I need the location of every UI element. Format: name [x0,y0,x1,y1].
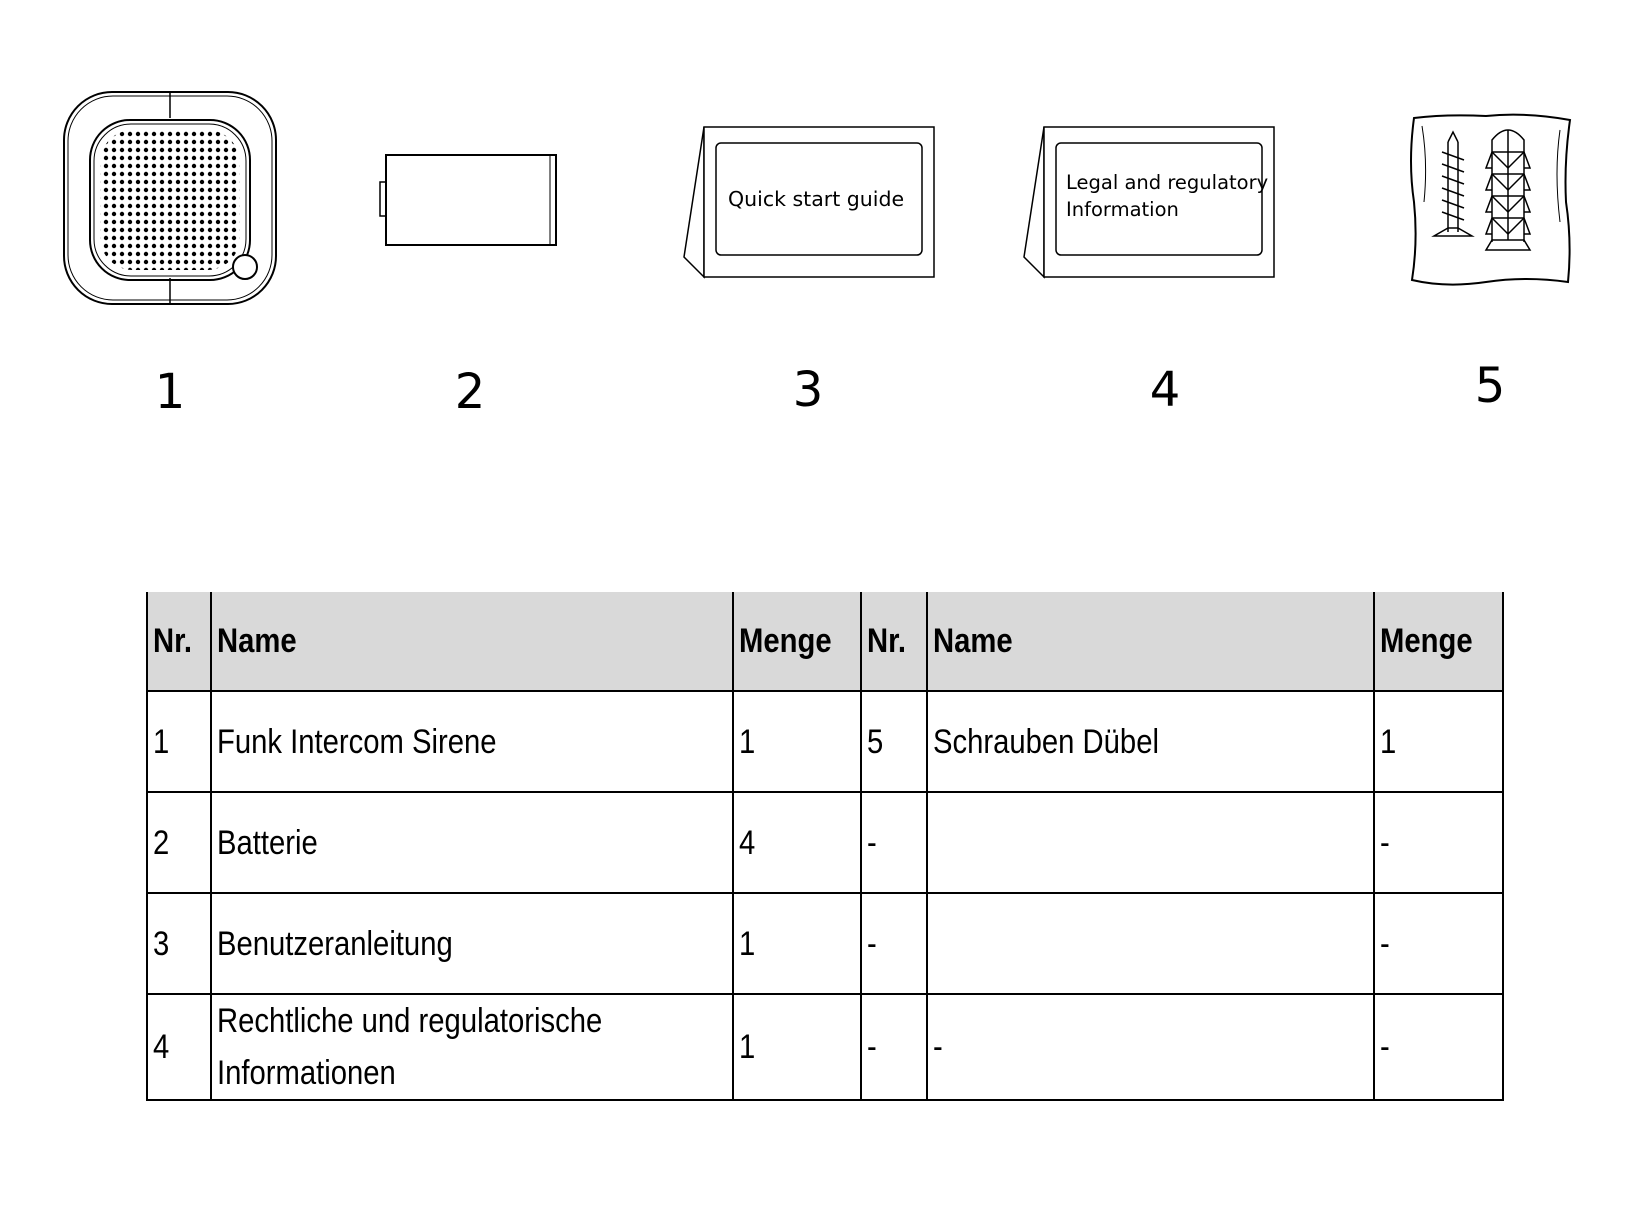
cell-nr: 3 [153,924,170,963]
cell-menge: 1 [1380,722,1397,761]
screws-dowels-illustration [1406,112,1576,290]
item-number-1: 1 [154,364,186,420]
header-name-left: Name [211,592,733,691]
legal-info-label-line2: Information [1066,198,1179,221]
header-nr-left: Nr. [147,592,211,691]
cell-menge: 1 [739,1028,756,1066]
item-number-4: 4 [1149,362,1181,418]
cell-nr: - [867,823,877,862]
quick-start-guide-label: Quick start guide [728,187,905,211]
cell-name: Benutzeranleitung [217,924,453,963]
quick-start-guide-illustration [680,125,936,281]
cell-name: Rechtliche und regulatorische Informationen [217,1002,603,1092]
battery-icon [378,152,558,252]
cell-name: - [933,1028,943,1066]
package-contents-table [146,592,1504,1101]
cell-name: Funk Intercom Sirene [217,722,497,761]
intercom-siren-illustration [62,90,282,310]
item-number-2: 2 [454,364,486,420]
legal-info-label [1066,169,1268,223]
screws-dowels-bag-icon [1406,112,1576,290]
header-menge-right: Menge [1374,592,1503,691]
cell-menge: - [1380,1028,1390,1066]
cell-menge: 4 [739,823,756,862]
cell-nr: 4 [153,1028,170,1066]
cell-nr: - [867,924,877,963]
table-row [147,994,1503,1100]
header-nr-right: Nr. [861,592,927,691]
cell-name: Schrauben Dübel [933,722,1159,761]
table-row [147,893,1503,994]
cell-nr: 1 [153,722,170,761]
cell-menge: - [1380,823,1390,862]
item-number-5: 5 [1474,358,1506,414]
intercom-siren-icon [62,90,282,310]
cell-name: Batterie [217,823,318,862]
table-row [147,792,1503,893]
cell-menge: - [1380,924,1390,963]
header-menge-left: Menge [733,592,861,691]
legal-info-illustration [1020,125,1276,281]
cell-menge: 1 [739,924,756,963]
cell-nr: 5 [867,722,884,761]
cell-nr: 2 [153,823,170,862]
cell-menge: 1 [739,722,756,761]
battery-illustration [378,152,558,252]
table-header-row [147,592,1503,691]
item-number-3: 3 [792,362,824,418]
cell-nr: - [867,1028,877,1066]
table-row [147,691,1503,792]
header-name-right: Name [927,592,1374,691]
legal-info-label-line1: Legal and regulatory [1066,171,1269,194]
